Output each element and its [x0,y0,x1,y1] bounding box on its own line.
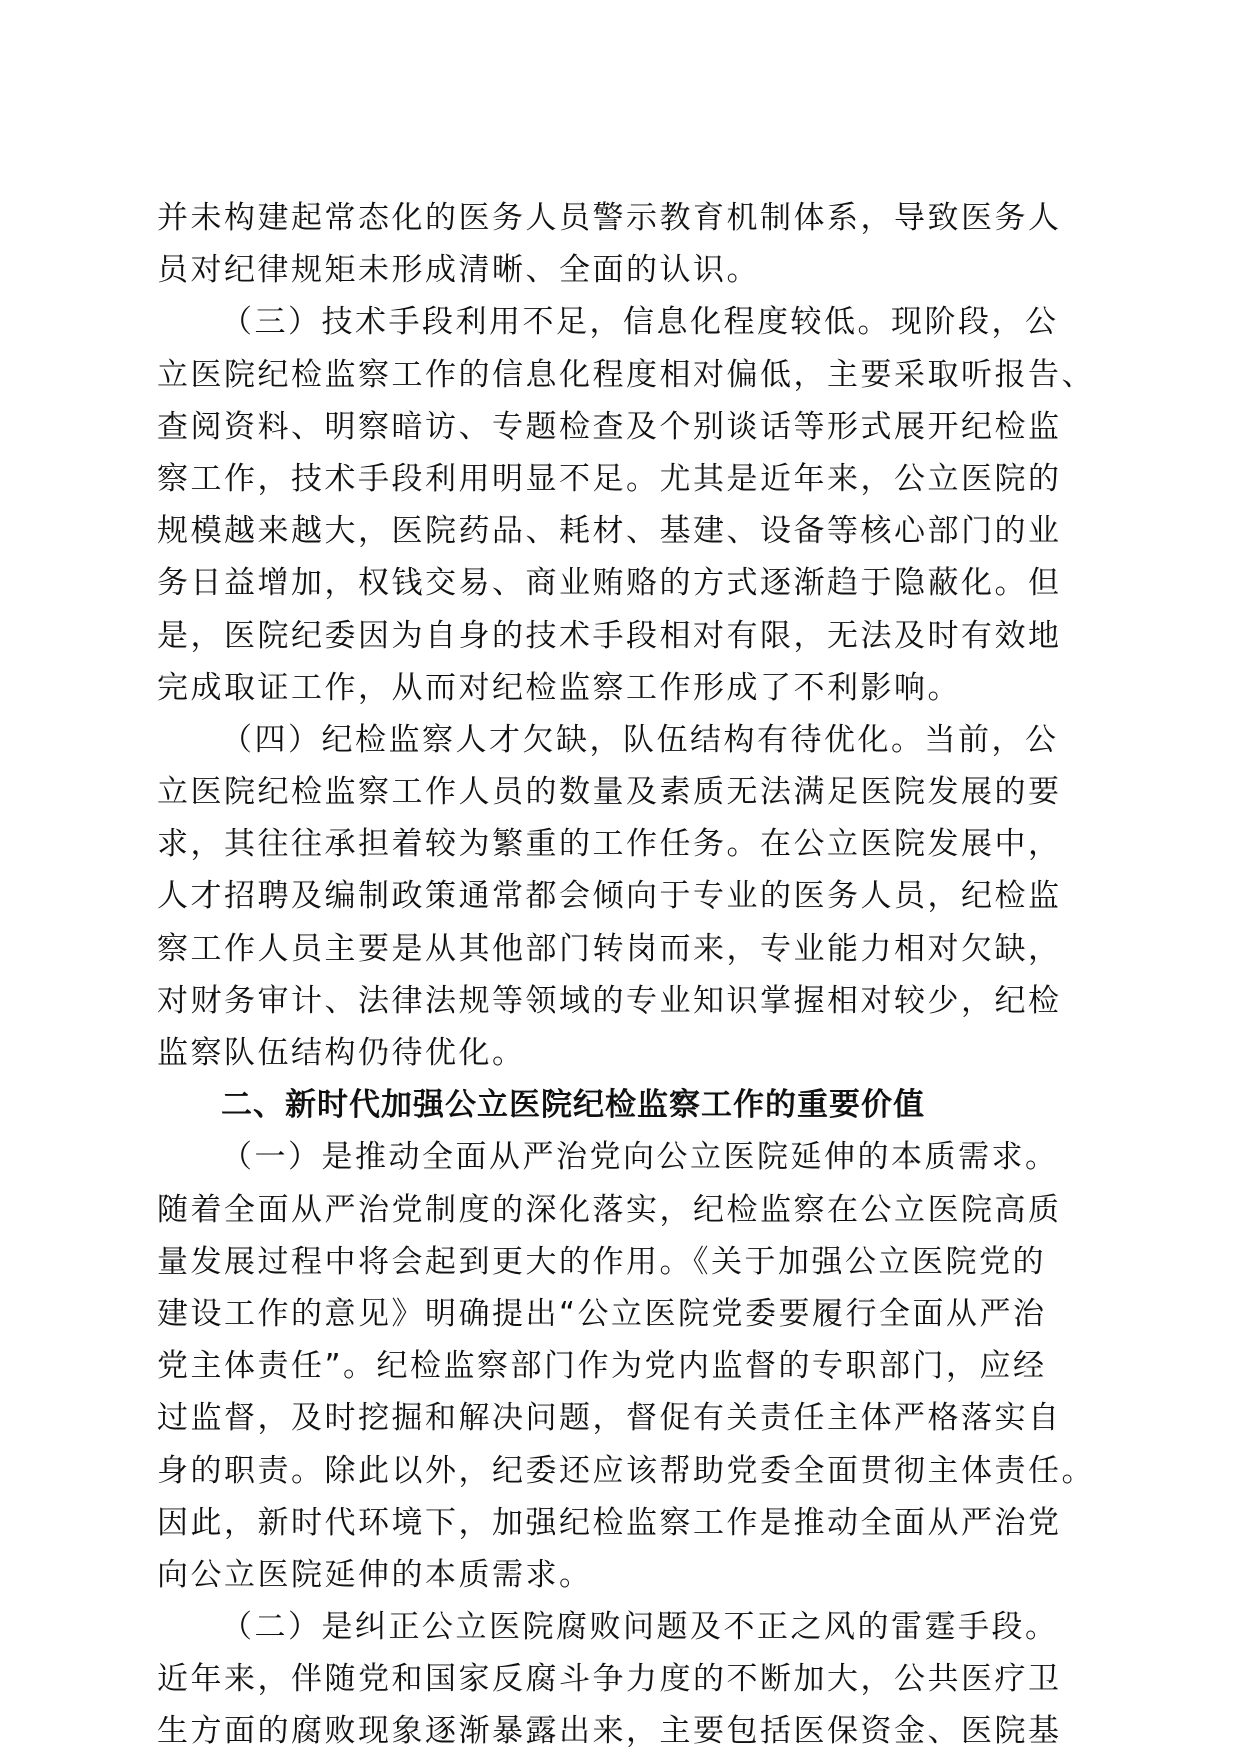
text-line: 过监督，及时挖掘和解决问题，督促有关责任主体严格落实自 [157,1400,1062,1437]
text-line: 规模越来越大，医院药品、耗材、基建、设备等核心部门的业 [157,513,1062,550]
text-line: 求，其往往承担着较为繁重的工作任务。在公立医院发展中， [157,826,1062,863]
paragraph-start-line: （一）是推动全面从严治党向公立医院延伸的本质需求。 [221,1139,1059,1176]
paragraph-start-line: （四）纪检监察人才欠缺，队伍结构有待优化。当前，公 [221,721,1059,758]
text-line: 查阅资料、明察暗访、专题检查及个别谈话等形式展开纪检监 [157,408,1062,445]
text-line: 立医院纪检监察工作人员的数量及素质无法满足医院发展的要 [157,774,1062,811]
text-line: 党主体责任”。纪检监察部门作为党内监督的专职部门，应经 [157,1348,1047,1385]
paragraph-start-line: （三）技术手段利用不足，信息化程度较低。现阶段，公 [221,304,1059,341]
text-line: 是，医院纪委因为自身的技术手段相对有限，无法及时有效地 [157,617,1062,654]
text-line: 务日益增加，权钱交易、商业贿赂的方式逐渐趋于隐蔽化。但 [157,565,1062,602]
text-line: 近年来，伴随党和国家反腐斗争力度的不断加大，公共医疗卫 [157,1661,1062,1698]
text-line: 身的职责。除此以外，纪委还应该帮助党委全面贯彻主体责任。 [157,1452,1095,1489]
text-line: 监察队伍结构仍待优化。 [157,1035,526,1071]
text-line: 因此，新时代环境下，加强纪检监察工作是推动全面从严治党 [157,1504,1062,1541]
text-line: 向公立医院延伸的本质需求。 [157,1556,593,1593]
text-line: 建设工作的意见》明确提出“公立医院党委要履行全面从严治 [157,1295,1047,1332]
text-line: 完成取证工作，从而对纪检监察工作形成了不利影响。 [157,669,961,706]
text-line: 立医院纪检监察工作的信息化程度相对偏低，主要采取听报告、 [157,356,1095,393]
paragraph-start-line: （二）是纠正公立医院腐败问题及不正之风的雷霆手段。 [221,1609,1059,1646]
text-line: 人才招聘及编制政策通常都会倾向于专业的医务人员，纪检监 [157,878,1062,915]
text-line: 并未构建起常态化的医务人员警示教育机制体系，导致医务人 [157,200,1062,236]
text-line: 生方面的腐败现象逐渐暴露出来，主要包括医保资金、医院基 [157,1713,1062,1750]
section-heading: 二、新时代加强公立医院纪检监察工作的重要价值 [221,1087,925,1124]
text-line: 员对纪律规矩未形成清晰、全面的认识。 [157,252,760,289]
text-line: 察工作，技术手段利用明显不足。尤其是近年来，公立医院的 [157,460,1062,497]
text-line: 察工作人员主要是从其他部门转岗而来，专业能力相对欠缺， [157,930,1062,967]
body-text [157,192,1095,1758]
text-line: 对财务审计、法律法规等领域的专业知识掌握相对较少，纪检 [157,982,1062,1019]
text-line: 随着全面从严治党制度的深化落实，纪检监察在公立医院高质 [157,1191,1062,1228]
text-line: 量发展过程中将会起到更大的作用。《关于加强公立医院党的 [157,1243,1046,1280]
